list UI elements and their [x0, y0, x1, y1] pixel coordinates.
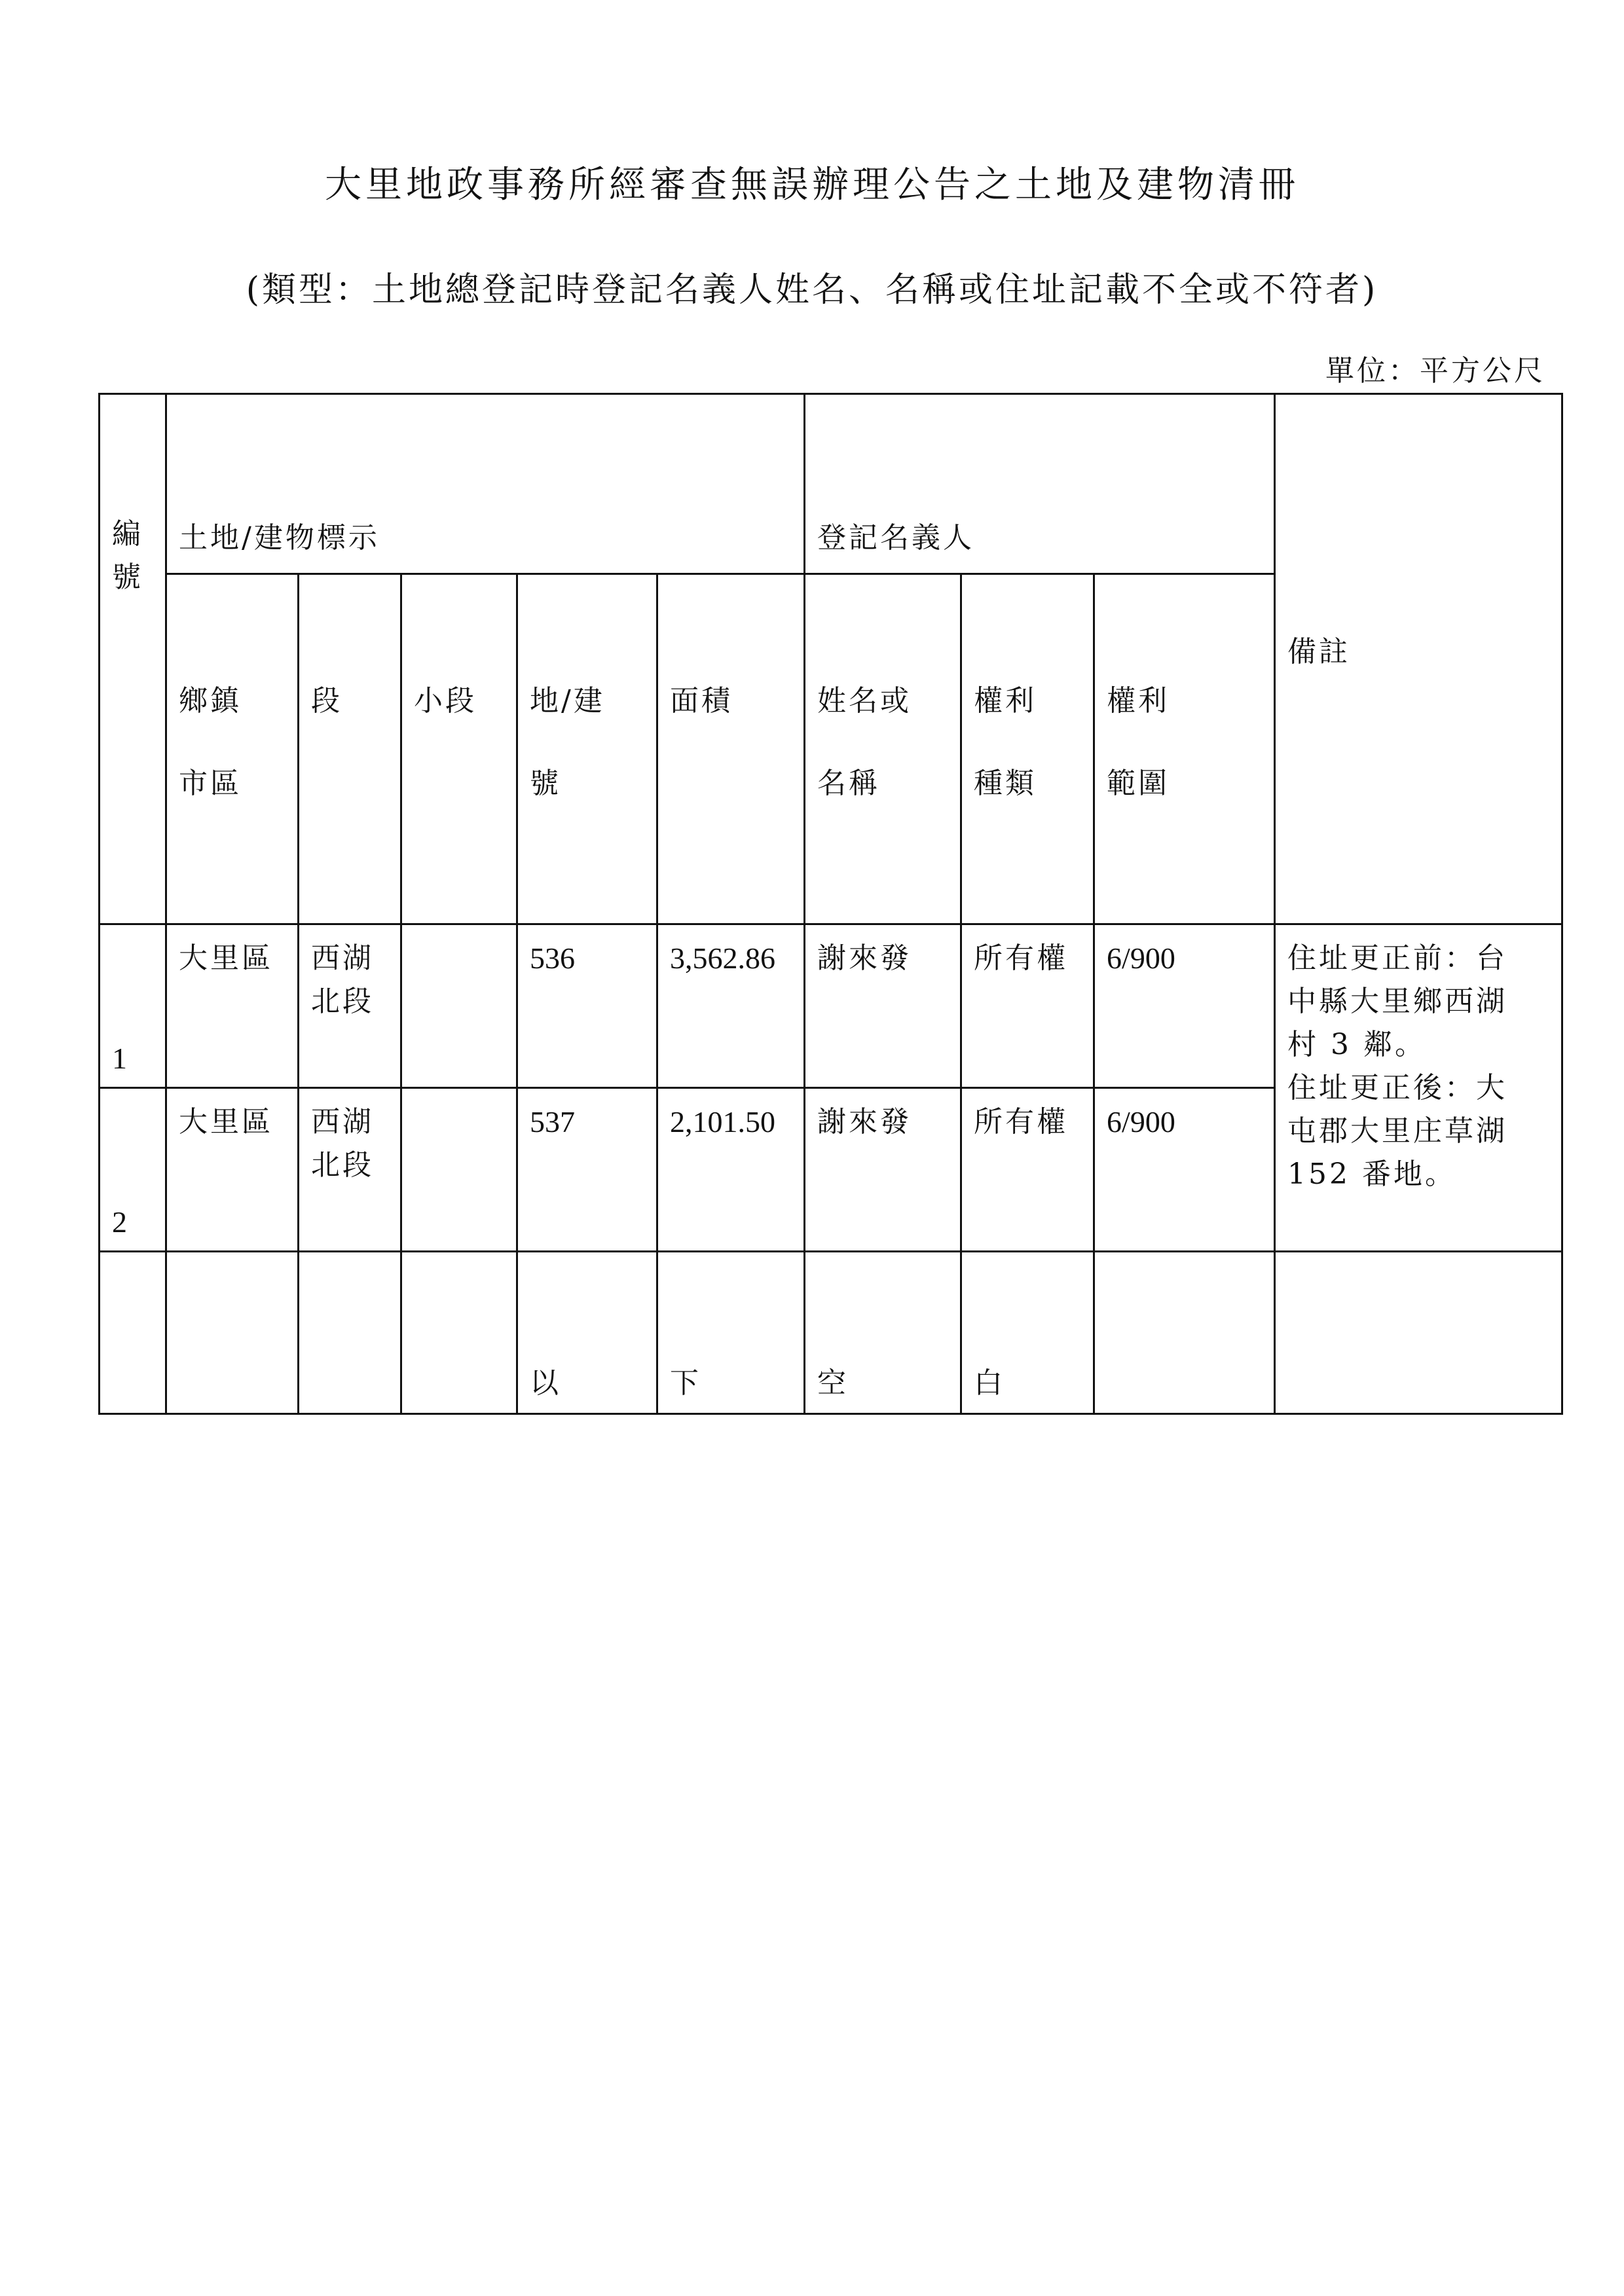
blank-mark-cell: 下: [657, 1252, 805, 1414]
right-type-cell: 所有權: [961, 1088, 1094, 1252]
subsection-cell: [401, 1088, 517, 1252]
property-header: 土地/建物標示: [166, 394, 805, 574]
lot-number-cell: 536: [517, 924, 657, 1088]
remarks-header: 備註: [1275, 394, 1562, 924]
land-building-ledger-table: [98, 393, 1563, 1415]
name-header: 姓名或 名稱: [805, 574, 961, 924]
blank-row: [100, 1252, 1562, 1414]
right-scope-header: 權利 範圍: [1094, 574, 1275, 924]
table-row: [100, 924, 1562, 1088]
right-type-header: 權利 種類: [961, 574, 1094, 924]
right-scope-cell: 6/900: [1094, 924, 1275, 1088]
section-cell: 西湖 北段: [299, 1088, 401, 1252]
section-cell: 西湖 北段: [299, 924, 401, 1088]
subsection-header: 小段: [401, 574, 517, 924]
name-cell: 謝來發: [805, 1088, 961, 1252]
township-cell: 大里區: [166, 1088, 299, 1252]
blank-cell: [299, 1252, 401, 1414]
blank-cell: [1275, 1252, 1562, 1414]
right-scope-cell: 6/900: [1094, 1088, 1275, 1252]
blank-cell: [100, 1252, 166, 1414]
township-cell: 大里區: [166, 924, 299, 1088]
registrant-header: 登記名義人: [805, 394, 1275, 574]
blank-cell: [166, 1252, 299, 1414]
serial-cell: 1: [100, 924, 166, 1088]
serial-header: 編 號: [100, 394, 166, 924]
header-row-top: [100, 394, 1562, 574]
area-cell: 2,101.50: [657, 1088, 805, 1252]
blank-mark-cell: 白: [961, 1252, 1094, 1414]
name-cell: 謝來發: [805, 924, 961, 1088]
unit-label: 單位：平方公尺: [1325, 354, 1545, 388]
blank-cell: [1094, 1252, 1275, 1414]
right-type-cell: 所有權: [961, 924, 1094, 1088]
blank-cell: [401, 1252, 517, 1414]
document-title: 大里地政事務所經審查無誤辦理公告之土地及建物清冊: [325, 164, 1299, 206]
serial-cell: 2: [100, 1088, 166, 1252]
blank-mark-cell: 空: [805, 1252, 961, 1414]
area-cell: 3,562.86: [657, 924, 805, 1088]
township-header: 鄉鎮 市區: [166, 574, 299, 924]
subsection-cell: [401, 924, 517, 1088]
blank-mark-cell: 以: [517, 1252, 657, 1414]
area-header: 面積: [657, 574, 805, 924]
lot-number-cell: 537: [517, 1088, 657, 1252]
remarks-cell: 住址更正前：台 中縣大里鄉西湖 村 3 鄰。 住址更正後：大 屯郡大里庄草湖 152 番地。: [1275, 924, 1562, 1252]
section-header: 段: [299, 574, 401, 924]
document-subtitle: (類型：土地總登記時登記名義人姓名、名稱或住址記載不全或不符者): [246, 270, 1378, 310]
lot-number-header: 地/建 號: [517, 574, 657, 924]
